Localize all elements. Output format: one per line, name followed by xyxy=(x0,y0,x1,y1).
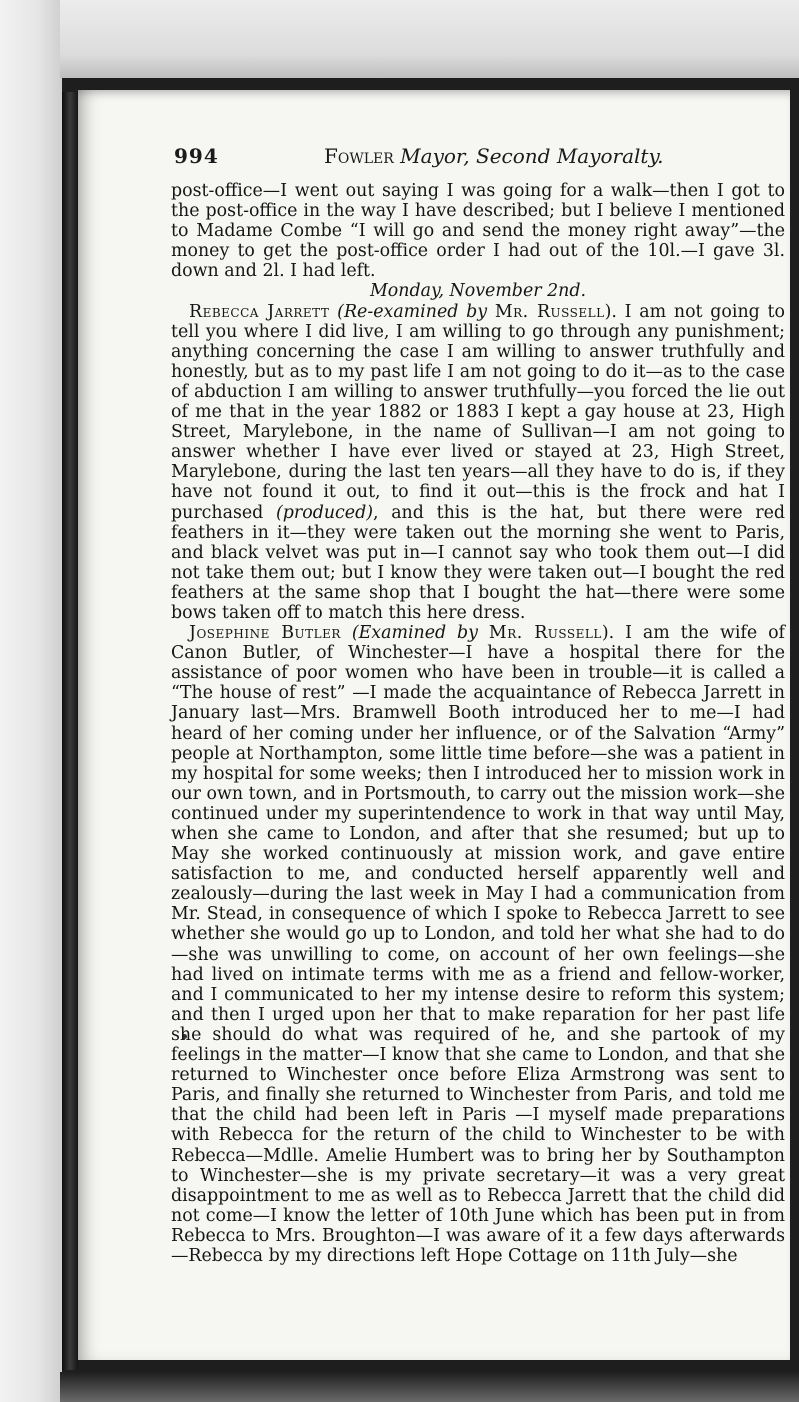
examiner-note: (Re-examined by xyxy=(337,301,488,322)
body-text xyxy=(171,181,785,1266)
paragraph-jarrett xyxy=(171,302,785,624)
page-header xyxy=(174,144,734,174)
speaker-name: Josephine Butler xyxy=(189,623,341,644)
running-title-name: Fowler xyxy=(324,144,394,168)
testimony-text: ). I am not going to tell you where I did live, I am willing to go through any punishment; anything concerning the case I am willing to answer truthfully and honestly, but as to my past life I am not going to do it—as to the case of abduction I am willing to answer truthfully—you forced the lie out of me that in the year 1882 or 1883 I kept a gay house at 23, High Street, Marylebone, in the name of Sullivan—I am not going to answer whether I have ever lived or stayed at 23, High Street, Marylebone, during the last ten years—all they have to do is, if they have not found it out, to find it out—this is the frock and hat I purchased xyxy=(171,301,785,523)
paragraph-continued: post-office—I went out saying I was going for a walk—then I got to the post-office in the way I have described; but I believe I mentioned to Madame Combe “I will go and send the money right away”—the money to get the post-office order I had out of the 10l.—I gave 3l. down and 2l. I had left. xyxy=(171,181,785,282)
running-title xyxy=(324,144,663,168)
examiner-note: (Examined by xyxy=(351,623,479,644)
testimony-text: ). I am the wife of Canon Butler, of Winchester—I have a hospital there for the assistance of poor women who have been in trouble—it is called a “The house of rest” —I made the acquaintance of Rebecca Jarrett in January last—Mrs. Bramwell Booth introduced her to me—I had heard of her coming under her influence, or of the Salvation “Army” people at Northampton, some little time before—she was a patient in my hospital for some weeks; then I introduced her to mission work in our own town, and in Portsmouth, to carry out the mission work—she continued under my superintendence to work in that way until May, when she came to London, and after that she resumed; but up to May she worked continuously at mission work, and gave entire satisfaction to me, and conducted herself apparently well and zealously—during the last week in May I had a communication from Mr. Stead, in consequence of which I spoke to Rebecca Jarrett to see whether she would go up to London, and told her what she had to do—she was unwilling to come, on account of her own feelings—she had lived on intimate terms with me as a friend and fellow-worker, and I communicated to her my intense desire to reform this system; and then I urged upon her that to make reparation for her past life she should do what was required of he, and she partook of my feelings in the matter—I know that she came to London, and that she returned to Winchester once before Eliza Armstrong was sent to Paris, and finally she returned to Winchester from Paris, and told me that the child had been left in Paris —I myself made preparations with Rebecca for the return of the child to Winchester to be with Rebecca—Mdlle. Amelie Humbert was to bring her by Southampton to Winchester—she is my private secretary—it was a very great disappointment to me as well as to Rebecca Jarrett that the child did not come—I know the letter of 10th June which has been put in from Rebecca to Mrs. Broughton—I was aware of it a few days afterwards—Rebecca by my directions left Hope Cottage on 11th July—she xyxy=(171,623,785,1266)
produced-note: (produced) xyxy=(276,502,373,523)
scan-margin-left xyxy=(0,0,62,1402)
scan-margin-bottom xyxy=(60,1372,799,1402)
counsel-name: Mr. Russell xyxy=(494,301,605,322)
testimony-text-end: , and this is the hat, but there were red feathers in it—they were taken out the morning she went to Paris, and black velvet was put in—I cannot say who took them out—I did not take them out; but I know they were taken out—I bought the red feathers at the same shop that I bought the hat—there were some bows taken off to match this here dress. xyxy=(171,502,785,623)
counsel-name: Mr. Russell xyxy=(488,623,602,644)
page-number: 994 xyxy=(174,144,219,168)
speaker-name: Rebecca Jarrett xyxy=(189,301,330,322)
paragraph-butler xyxy=(171,623,785,1266)
scan-margin-top xyxy=(60,0,799,78)
date-heading: Monday, November 2nd. xyxy=(369,281,587,302)
running-title-rest: Mayor, Second Mayoralty. xyxy=(400,144,664,168)
book-spine xyxy=(62,92,78,1370)
